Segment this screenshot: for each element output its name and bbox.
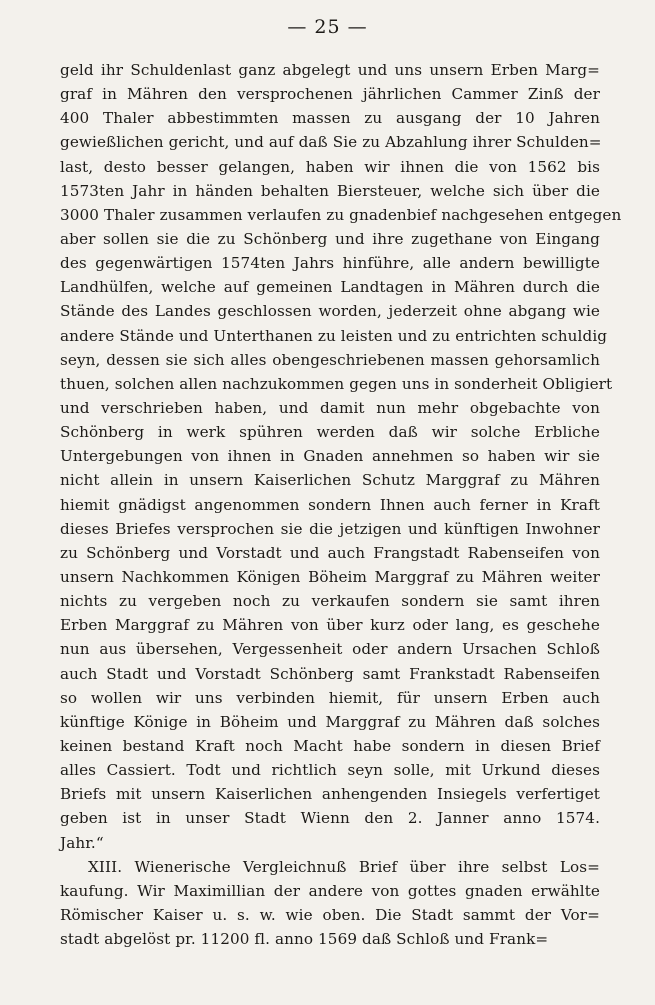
text-line: alles Cassiert. Todt und richtlich seyn solle, mit Urkund dieses [60,761,600,780]
text-line: Stände des Landes geschlossen worden, jederzeit ohne abgang wie [60,302,600,321]
text-line: thuen, solchen allen nachzukommen gegen uns in sonderheit Obligiert [60,374,613,393]
page-number: — 25 — [287,16,368,38]
text-line: last, desto besser gelangen, haben wir ihnen die von 1562 bis [60,157,600,176]
text-line: auch Stadt und Vorstadt Schönberg samt Frankstadt Rabenseifen [60,664,600,683]
text-line: unsern Nachkommen Königen Böheim Marggraf zu Mähren weiter [60,567,600,586]
text-line: 400 Thaler abbestimmten massen zu ausgang der 10 Jahren [60,109,600,128]
body-text [60,58,622,951]
text-line: Jahr.“ [60,833,104,852]
text-line: künftige Könige in Böheim und Marggraf zu Mähren daß solches [60,712,600,731]
text-line: keinen bestand Kraft noch Macht habe sondern in diesen Brief [60,736,600,755]
text-line: stadt abgelöst pr. 11200 fl. anno 1569 daß Schloß und Frank= [60,930,549,949]
text-line: Briefs mit unsern Kaiserlichen anhengenden Insiegels verfertiget [60,785,600,804]
text-line: so wollen wir uns verbinden hiemit, für unsern Erben auch [60,688,600,707]
text-line: gewießlichen gericht, und auf daß Sie zu Abzahlung ihrer Schulden= [60,133,602,152]
text-line: geben ist in unser Stadt Wienn den 2. Janner anno 1574. [60,809,600,828]
text-line: Schönberg in werk spühren werden daß wir solche Erbliche [60,423,600,442]
text-line: nun aus übersehen, Vergessenheit oder andern Ursachen Schloß [60,640,600,659]
paragraph-charter-continuation [60,58,622,855]
text-line: nichts zu vergeben noch zu verkaufen sondern sie samt ihren [60,592,600,611]
text-line: Untergebungen von ihnen in Gnaden annehmen so haben wir sie [60,447,600,466]
text-line: kaufung. Wir Maximillian der andere von gottes gnaden erwählte [60,881,600,900]
text-line: aber sollen sie die zu Schönberg und ihre zugethane von Eingang [60,229,600,248]
paragraph-section-xiii [60,855,600,952]
text-line: nicht allein in unsern Kaiserlichen Schutz Marggraf zu Mähren [60,471,600,490]
text-line: des gegenwärtigen 1574ten Jahrs hinführe, alle andern bewilligte [60,254,600,273]
text-line: dieses Briefes versprochen sie die jetzigen und künftigen Inwohner [60,519,600,538]
text-line: graf in Mähren den versprochenen jährlichen Cammer Zinß der [60,85,600,104]
text-line: zu Schönberg und Vorstadt und auch Frangstadt Rabenseifen von [60,543,600,562]
text-line: Landhülfen, welche auf gemeinen Landtagen in Mähren durch die [60,278,600,297]
text-line: XIII. Wienerische Vergleichnuß Brief über ihre selbst Los= [88,857,600,876]
text-line: hiemit gnädigst angenommen sondern Ihnen auch ferner in Kraft [60,495,600,514]
text-line: 3000 Thaler zusammen verlaufen zu gnadenbief nachgesehen entgegen [60,205,622,224]
text-line: Erben Marggraf zu Mähren von über kurz oder lang, es geschehe [60,616,600,635]
text-line: seyn, dessen sie sich alles obengeschriebenen massen gehorsamlich [60,350,600,369]
text-line: und verschrieben haben, und damit nun mehr obgebachte von [60,398,600,417]
text-line: 1573ten Jahr in händen behalten Biersteuer, welche sich über die [60,181,600,200]
text-line: Römischer Kaiser u. s. w. wie oben. Die Stadt sammt der Vor= [60,905,600,924]
text-line: geld ihr Schuldenlast ganz abgelegt und uns unsern Erben Marg= [60,61,600,79]
text-line: andere Stände und Unterthanen zu leisten und zu entrichten schuldig [60,326,608,345]
